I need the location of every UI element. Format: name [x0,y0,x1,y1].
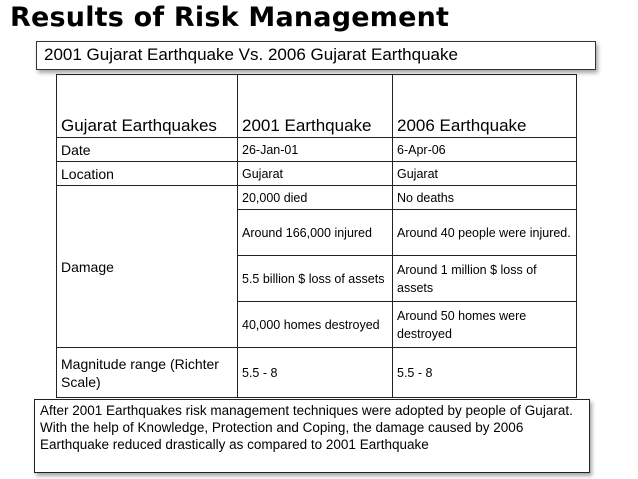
table-cell: 6-Apr-06 [393,138,577,162]
page-title: Results of Risk Management [10,2,450,33]
header-cell: 2006 Earthquake [393,75,577,138]
header-cell: 2001 Earthquake [238,75,393,138]
subtitle-text: 2001 Gujarat Earthquake Vs. 2006 Gujarat Earthquake [44,45,458,64]
row-label: Date [57,138,238,162]
table-cell: Around 40 people were injured. [393,210,577,256]
subtitle-box [36,41,596,70]
table-row-magnitude [57,348,577,398]
table-cell: 40,000 homes destroyed [238,302,393,348]
table-cell: Around 50 homes were destroyed [393,302,577,348]
table-cell: 26-Jan-01 [238,138,393,162]
table-row-damage [57,186,577,210]
table-cell: Gujarat [238,162,393,186]
conclusion-text: After 2001 Earthquakes risk management techniques were adopted by people of Gujarat. With the help of Knowledge, Protection and Coping, the damage caused by 2006 Earthquake reduced drastically as compared to 2001 Earthquake [40,403,573,452]
table-row-date [57,138,577,162]
table-cell: Around 166,000 injured [238,210,393,256]
table-cell: 5.5 - 8 [393,348,577,398]
table-row-location [57,162,577,186]
comparison-table [56,74,577,398]
table-cell: Gujarat [393,162,577,186]
row-label: Magnitude range (Richter Scale) [57,348,238,398]
table-cell: Around 1 million $ loss of assets [393,256,577,302]
table-cell: No deaths [393,186,577,210]
conclusion-note [34,399,590,473]
row-label: Damage [57,186,238,348]
header-cell: Gujarat Earthquakes [57,75,238,138]
table-cell: 20,000 died [238,186,393,210]
table-header-row [57,75,577,138]
table-cell: 5.5 - 8 [238,348,393,398]
table-cell: 5.5 billion $ loss of assets [238,256,393,302]
row-label: Location [57,162,238,186]
